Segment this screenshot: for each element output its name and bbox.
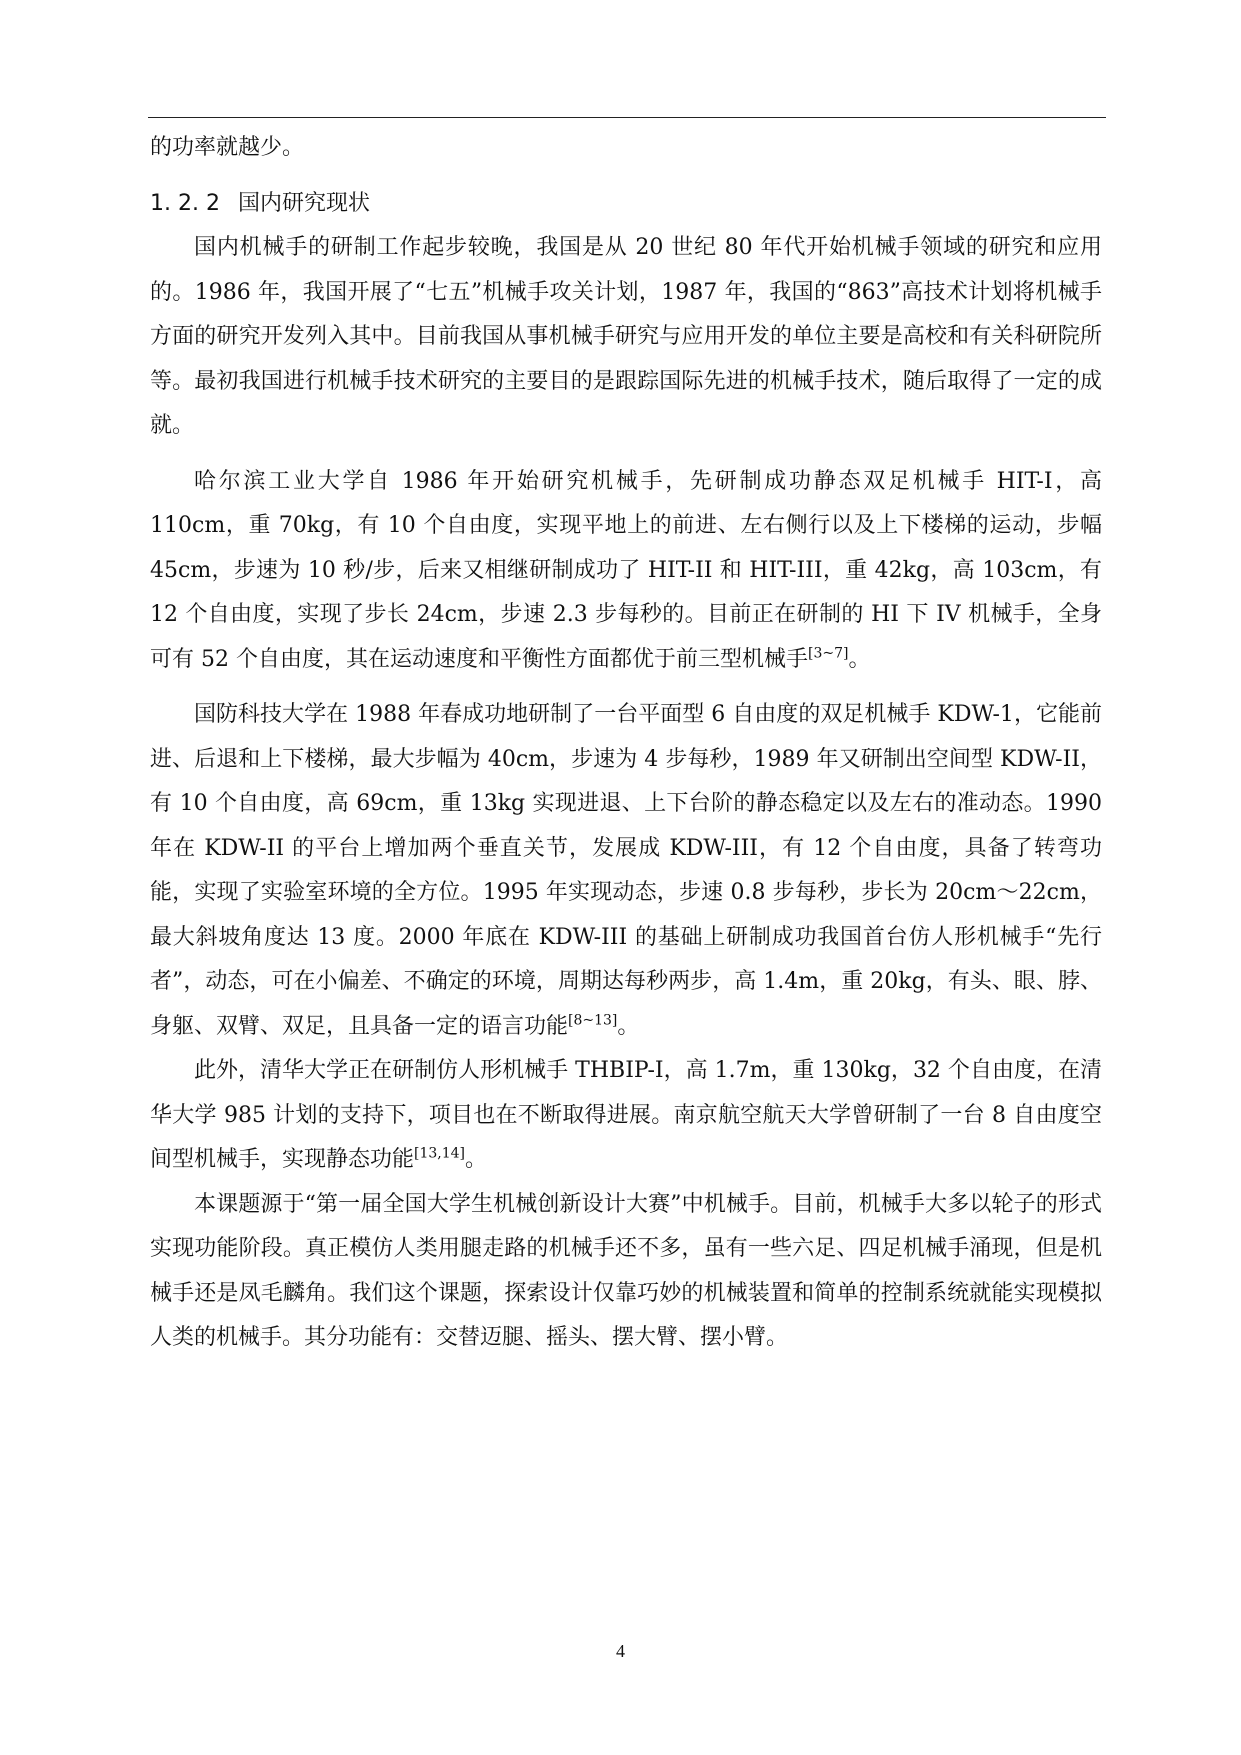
- paragraph-domestic-overview: 国内机械手的研制工作起步较晚，我国是从 20 世纪 80 年代开始机械手领域的研究和应用的。1986 年，我国开展了“七五”机械手攻关计划，1987 年，我国的“863”高技术计划将机械手方面的研究开发列入其中。目前我国从事机械手研究与应用开发的单位主要是高校和有关科研院所等。最初我国进行机械手技术研究的主要目的是跟踪国际先进的机械手技术，随后取得了一定的成就。: [150, 235, 1102, 438]
- citation-3-7: [3~7]: [807, 645, 849, 662]
- section-heading: [150, 182, 1102, 227]
- paragraph-tsinghua-end: 。: [465, 1147, 488, 1172]
- paragraph-harbin-text: 哈尔滨工业大学自 1986 年开始研究机械手，先研制成功静态双足机械手 HIT-I，高 110cm，重 70kg，有 10 个自由度，实现平地上的前进、左右侧行以及上下楼梯的运动，步幅 45cm，步速为 10 秒/步，后来又相继研制成功了 HIT-II 和 HIT-III，重 42kg，高 103cm，有 12 个自由度，实现了步长 24cm，步速 2.3 步每秒的。目前正在研制的 HI 下 IV 机械手，全身可有 52 个自由度，其在运动速度和平衡性方面都优于前三型机械手: [150, 468, 1102, 672]
- paragraph-tsinghua-text: 此外，清华大学正在研制仿人形机械手 THBIP-I，高 1.7m，重 130kg，32 个自由度，在清华大学 985 计划的支持下，项目也在不断取得进展。南京航空航天大学曾研制了一台 8 自由度空间型机械手，实现静态功能: [150, 1058, 1102, 1172]
- paragraph-harbin: [150, 460, 1102, 683]
- page-number: 4: [616, 1641, 625, 1661]
- body-text: [150, 126, 1102, 1361]
- citation-8-13: [8~13]: [568, 1012, 618, 1029]
- paragraph-continuation: 的功率就越少。: [150, 135, 305, 160]
- paragraph-nudt-text: 国防科技大学在 1988 年春成功地研制了一台平面型 6 自由度的双足机械手 KDW-1，它能前进、后退和上下楼梯，最大步幅为 40cm，步速为 4 步每秒，1989 年又研制出空间型 KDW-II，有 10 个自由度，高 69cm，重 13kg 实现进退、上下台阶的静态稳定以及左右的准动态。1990 年在 KDW-II 的平台上增加两个垂直关节，发展成 KDW-III，有 12 个自由度，具备了转弯功能，实现了实验室环境的全方位。1995 年实现动态，步速 0.8 步每秒，步长为 20cm～22cm，最大斜坡角度达 13 度。2000 年底在 KDW-III 的基础上研制成功我国首台仿人形机械手“先行者”，动态，可在小偏差、不确定的环境，周期达每秒两步，高 1.4m，重 20kg，有头、眼、脖、身躯、双臂、双足，且具备一定的语言功能: [150, 702, 1102, 1039]
- citation-13-14: [13,14]: [414, 1145, 466, 1162]
- section-title: 国内研究现状: [238, 190, 371, 216]
- paragraph-tsinghua: [150, 1049, 1102, 1183]
- section-number: 1. 2. 2: [150, 190, 220, 216]
- paragraph-nudt: [150, 693, 1102, 1049]
- paragraph-harbin-end: 。: [848, 646, 871, 672]
- header-rule: [148, 117, 1106, 118]
- paragraph-nudt-end: 。: [617, 1013, 640, 1039]
- paragraph-project-source: 本课题源于“第一届全国大学生机械创新设计大赛”中机械手。目前，机械手大多以轮子的形式实现功能阶段。真正模仿人类用腿走路的机械手还不多，虽有一些六足、四足机械手涌现，但是机械手还是凤毛麟角。我们这个课题，探索设计仅靠巧妙的机械装置和简单的控制系统就能实现模拟人类的机械手。其分功能有：交替迈腿、摇头、摆大臂、摆小臂。: [150, 1191, 1102, 1350]
